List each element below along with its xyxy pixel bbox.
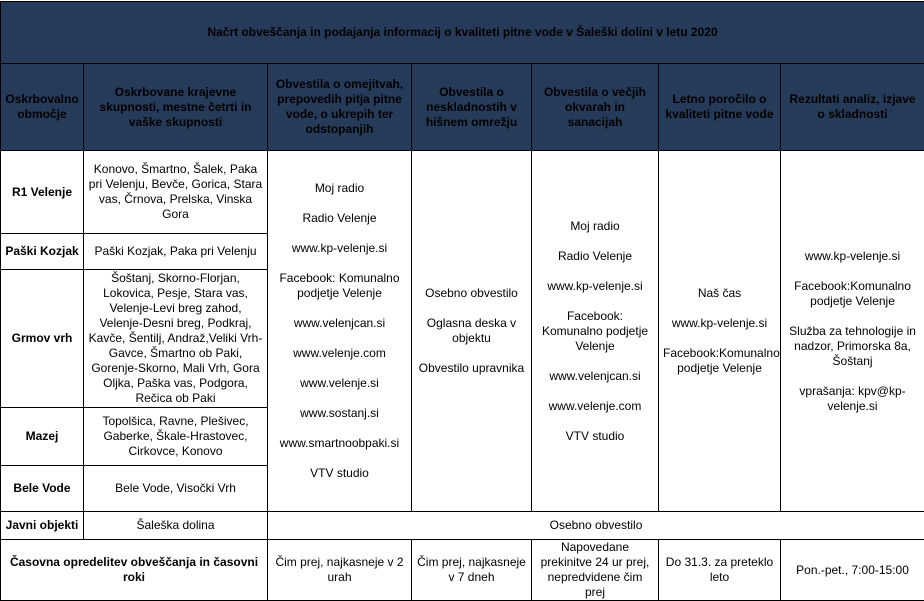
- timing-row: [1, 540, 924, 601]
- header-row: [1, 64, 924, 151]
- area-name: Paški Kozjak: [1, 234, 84, 270]
- channel-item: www.kp-velenje.si: [536, 279, 654, 294]
- channel-item: Naš čas: [663, 286, 776, 301]
- restrictions-channels: [268, 151, 412, 512]
- public-notice: Osebno obvestilo: [268, 512, 924, 540]
- area-name: Bele Vode: [1, 466, 84, 512]
- header-area: Oskrbovalno območje: [1, 64, 84, 151]
- analysis-results-channels: [781, 151, 924, 512]
- channel-item: www.velenje.si: [272, 376, 407, 391]
- channel-item: Moj radio: [272, 181, 407, 196]
- timing-failures: Napovedane prekinitve 24 ur prej, nepredvidene čim prej: [532, 540, 659, 601]
- channel-item: www.velenjcan.si: [272, 316, 407, 331]
- area-communities: Topolšica, Ravne, Plešivec, Gaberke, Škale-Hrastovec, Cirkovce, Konovo: [84, 408, 268, 466]
- timing-label: Časovna opredelitev obveščanja in časovni roki: [1, 540, 268, 601]
- failures-channels: [532, 151, 659, 512]
- timing-nonconformity: Čim prej, najkasneje v 7 dneh: [412, 540, 532, 601]
- channel-item: Obvestilo upravnika: [416, 361, 527, 376]
- area-name: Grmov vrh: [1, 270, 84, 408]
- channel-item: Radio Velenje: [272, 211, 407, 226]
- timing-restrictions: Čim prej, najkasneje v 2 urah: [268, 540, 412, 601]
- page-title: Načrt obveščanja in podajanja informacij o kvaliteti pitne vode v Šaleški dolini v letu 2020: [1, 2, 924, 64]
- channel-item: VTV studio: [536, 429, 654, 444]
- channel-item: www.velenje.com: [536, 399, 654, 414]
- channel-item: VTV studio: [272, 466, 407, 481]
- area-name: R1 Velenje: [1, 151, 84, 234]
- area-communities: Paški Kozjak, Paka pri Velenju: [84, 234, 268, 270]
- channel-item: www.kp-velenje.si: [785, 249, 920, 264]
- area-name: Mazej: [1, 408, 84, 466]
- annual-report-channels: [659, 151, 781, 512]
- channel-item: Facebook: Komunalno podjetje Velenje: [536, 309, 654, 354]
- table-row: [1, 512, 924, 540]
- nonconformity-channels: [412, 151, 532, 512]
- header-analysis-results: Rezultati analiz, izjave o skladnosti: [781, 64, 924, 151]
- channel-item: Facebook:Komunalno podjetje Velenje: [663, 346, 776, 376]
- header-annual-report: Letno poročilo o kvaliteti pitne vode: [659, 64, 781, 151]
- title-row: [1, 2, 924, 64]
- channel-item: Facebook: Komunalno podjetje Velenje: [272, 271, 407, 301]
- header-communities: Oskrbovane krajevne skupnosti, mestne četrti in vaške skupnosti: [84, 64, 268, 151]
- timing-annual-report: Do 31.3. za preteklo leto: [659, 540, 781, 601]
- channel-item: www.smartnoobpaki.si: [272, 436, 407, 451]
- channel-item: Moj radio: [536, 219, 654, 234]
- channel-item: www.velenje.com: [272, 346, 407, 361]
- table-row: [1, 151, 924, 234]
- header-restrictions: Obvestila o omejitvah, prepovedih pitja pitne vode, o ukrepih ter odstopanjih: [268, 64, 412, 151]
- channel-item: www.sostanj.si: [272, 406, 407, 421]
- channel-item: Radio Velenje: [536, 249, 654, 264]
- channel-item: Služba za tehnologije in nadzor, Primorska 8a, Šoštanj: [785, 324, 920, 369]
- channel-item: Facebook:Komunalno podjetje Velenje: [785, 279, 920, 309]
- timing-analysis-results: Pon.-pet., 7:00-15:00: [781, 540, 924, 601]
- header-nonconformity: Obvestila o neskladnostih v hišnem omrežju: [412, 64, 532, 151]
- area-name: Javni objekti: [1, 512, 84, 540]
- channel-item: www.velenjcan.si: [536, 369, 654, 384]
- channel-item: vprašanja: kpv@kp-velenje.si: [785, 384, 920, 414]
- channel-item: www.kp-velenje.si: [663, 316, 776, 331]
- area-communities: Konovo, Šmartno, Šalek, Paka pri Velenju, Bevče, Gorica, Stara vas, Črnova, Prelska, Vinska Gora: [84, 151, 268, 234]
- area-communities: Bele Vode, Visočki Vrh: [84, 466, 268, 512]
- water-info-table: [0, 1, 924, 601]
- area-communities: Šaleška dolina: [84, 512, 268, 540]
- area-communities: Šoštanj, Skorno-Florjan, Lokovica, Pesje, Stara vas, Velenje-Levi breg zahod, Velenje-Desni breg, Podkraj, Kavče, Šentilj, Andraž,Veliki Vrh-Gavce, Šmartno ob Paki, Gorenje-Skorno, Mali Vrh, Gora Oljka, Paška vas, Podgora, Rečica ob Paki: [84, 270, 268, 408]
- channel-item: Oglasna deska v objektu: [416, 316, 527, 346]
- channel-item: www.kp-velenje.si: [272, 241, 407, 256]
- channel-item: Osebno obvestilo: [416, 286, 527, 301]
- header-failures: Obvestila o večjih okvarah in sanacijah: [532, 64, 659, 151]
